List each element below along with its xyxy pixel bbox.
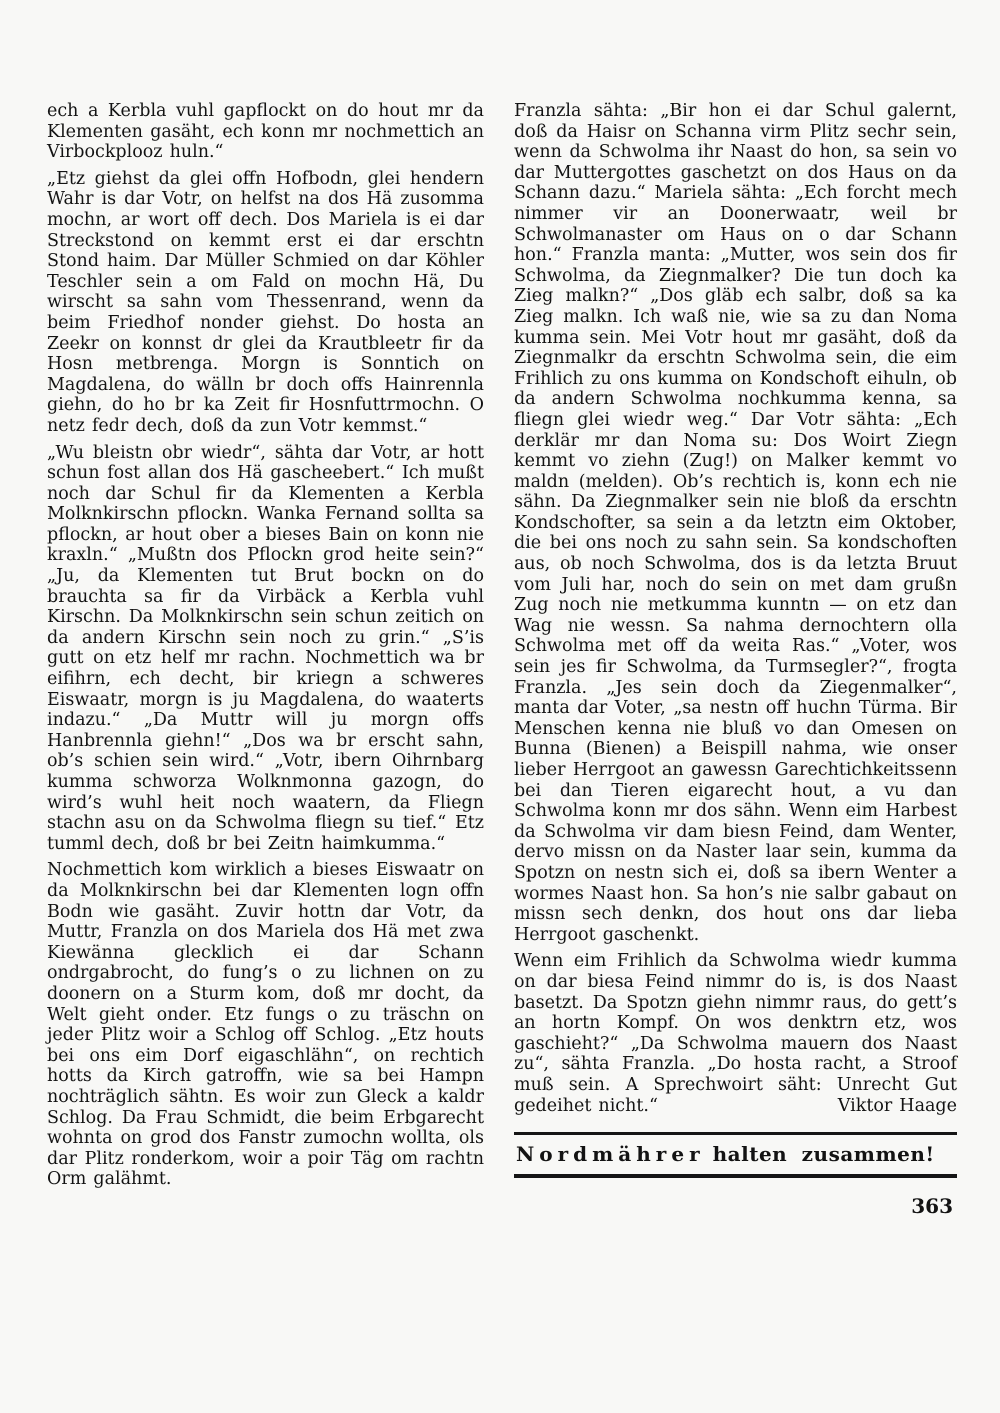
paragraph: „Etz giehst da glei offn Hofbodn, glei hendern Wahr is dar Votr, on helfst na dos Hä zusomma mochn, ar wort off dech. Dos Mariela is ei dar Streckstond on kemmt erst ei dar erschtn Stond haim. Dar Müller Schmied on dar Köhler Teschler sein a om Fald on mochn Hä, Du wirscht sa sahn vom Thessenrand, wenn da beim Friedhof nonder giehst. Do hosta an Zeekr on konnst dr glei da Krautbleetr fir da Hosn metbrenga. Morgn is Sonntich on Magdalena, do wälln br doch offs Hainrennla giehn, do ho br ka Zeit fir Hosnfuttrmochn. O netz fedr dech, doß da zun Votr kemmst.“ xyxy=(47,168,484,436)
left-column-paragraphs xyxy=(47,101,484,1190)
paragraph: Nochmettich kom wirklich a bieses Eiswaatr on da Molknkirschn bei dar Klementen logn offn Bodn wie gasäht. Zuvir hottn dar Votr, da Muttr, Franzla on dos Mariela dos Hä met zwa Kiewänna glecklich ei dar Schann ondrgabrocht, do fung’s o zu lichnen on zu doonern on a Sturm kom, doß mr docht, da Welt gieht onder. Etz fungs o zu träschn on jeder Plitz woir a Schlog off Schlog. „Etz houts bei ons eim Dorf eigaschlähn“, on rechtich hotts da Kirch gatroffn, wie sa bei Hampn nochträglich sähtn. Es woir zun Gleck a kaldr Schlog. Da Frau Schmidt, die beim Erbgarecht wohnta on grod dos Fanstr zumochn wollta, ols dar Plitz ronderkom, woir a poir Täg om rachtn Orm galähmt. xyxy=(47,860,484,1190)
page-number: 363 xyxy=(911,1194,953,1219)
paragraph: ech a Kerbla vuhl gapflockt on do hout mr da Klementen gasäht, ech konn mr nochmettich an Virbockplooz huln.“ xyxy=(47,101,484,163)
paragraph: Wenn eim Frihlich da Schwolma wiedr kumma on dar biesa Feind nimmr do is, is dos Naast basetzt. Da Spotzn giehn nimmr raus, do gett’s an hortn Kompf. On wos denktrn etz, wos gaschieht?“ „Da Schwolma mauern dos Naast zu“, sähta Franzla. „Do hosta racht, a Stroof muß sein. A Sprechwoirt säht: Unrecht Gut gedeihet nicht.“ Viktor Haage xyxy=(514,951,957,1116)
right-column xyxy=(514,101,957,1218)
footer-banner xyxy=(514,1132,957,1178)
footer-slogan xyxy=(514,1135,957,1174)
paragraph: „Wu bleistn obr wiedr“, sähta dar Votr, ar hott schun fost allan dos Hä gascheebert.“ Ich mußt noch dar Schul fir da Klementen a Kerbla Molknkirschn pflockn. Wanka Fernand sollta sa pflockn, ar hout ober a bieses Bain on konn nie kraxln.“ „Mußtn dos Pflockn grod heite sein?“ „Ju, da Klementen tut Brut bockn on do brauchta sa fir da Virbäck a Kerbla vuhl Kirschn. Da Molknkirschn sein schun zeitich on da andern Kirschn sein noch zu grin.“ „S’is gutt on etz helf mr rachn. Nochmettich wa br eifihrn, ech decht, bir kriegn a schweres Eiswaatr, morgn is ju Magdalena, do waaterts indazu.“ „Da Muttr will ju morgn offs Hanbrennla giehn!“ „Dos wa br erscht sahn, ob’s schien sein wird.“ „Votr, ibern Oihrnbarg kumma schworza Wolknmonna gazogn, do wird’s wuhl heit noch waatern, da Fliegn stachn asu on da Schwolma fliegn su tief.“ Etz tumml dech, doß br bei Zeitn haimkumma.“ xyxy=(47,442,484,854)
right-column-paragraphs xyxy=(514,101,957,1116)
footer-rule-bottom xyxy=(514,1174,957,1178)
footer-slogan-emphasis: Nordmährer xyxy=(516,1142,705,1167)
paragraph: Franzla sähta: „Bir hon ei dar Schul galernt, doß da Haisr on Schanna virm Plitz sechr sein, wenn da Schwolma ihr Naast do hon, sa sein vo dar Muttergottes gaschetzt on dos Haus on da Schann dazu.“ Mariela sähta: „Ech forcht mech nimmer vir an Doonerwaatr, weil br Schwolmanaster om Haus on o dar Schann hon.“ Franzla manta: „Mutter, wos sein dos fir Schwolma, da Ziegnmalker? Die tun doch ka Zieg malkn?“ „Dos gläb ech salbr, doß sa ka Zieg malkn. Ich waß nie, wie sa zu dan Noma kumma sein. Mei Votr hout mr gasäht, doß da Ziegnmalkr da erschtn Schwolma sein, die eim Frihlich zu ons kumma on Kondschoft eihuln, ob da andern Schwolma nochkumma kenna, sa fliegn glei wiedr weg.“ Dar Votr sähta: „Ech derklär mr dan Noma su: Dos Woirt Ziegn kemmt vo ziehn (Zug!) on Malker kemmt vo maldn (melden). Ob’s rechtich is, konn ech nie sähn. Da Ziegnmalker sein nie bloß da erschtn Kondschofter, sa sein a da letztn eim Oktober, die bei ons noch zu sahn sein. Sa kondschoften aus, ob noch Schwolma, dos is da letzta Bruut vom Juli har, noch do sein on met dam grußn Zug noch nie metkumma kunntn — on etz dan Wag nie wessn. Sa nahma dernochtern olla Schwolma met off da weita Ras.“ „Voter, wos sein jes fir Schwolma, da Turmsegler?“, frogta Franzla. „Jes sein doch da Ziegenmalker“, manta dar Voter, „sa nestn off huchn Türma. Bir Menschen kenna nie bluß vo dan Omesen on Bunna (Bienen) a Beispill nahma, wie onser lieber Herrgoot an gawessn Garechtichkeitssenn bei dan Tieren eigarecht hout, a vu dan Schwolma konn mr dos sähn. Wenn eim Harbest da Schwolma vir dam biesn Feind, dam Wenter, dervo missn on da Naster laar sein, kumma da Spotzn on nestn sich ei, doß sa ibern Wenter a wormes Naast hon. Sa hon’s nie salbr gabaut on missn sech denkn, dos hout ons dar lieba Herrgoot gaschenkt. xyxy=(514,101,957,945)
footer-slogan-rest: halten zusammen! xyxy=(712,1142,935,1167)
left-column xyxy=(47,101,484,1190)
author-name: Viktor Haage xyxy=(837,1095,957,1116)
